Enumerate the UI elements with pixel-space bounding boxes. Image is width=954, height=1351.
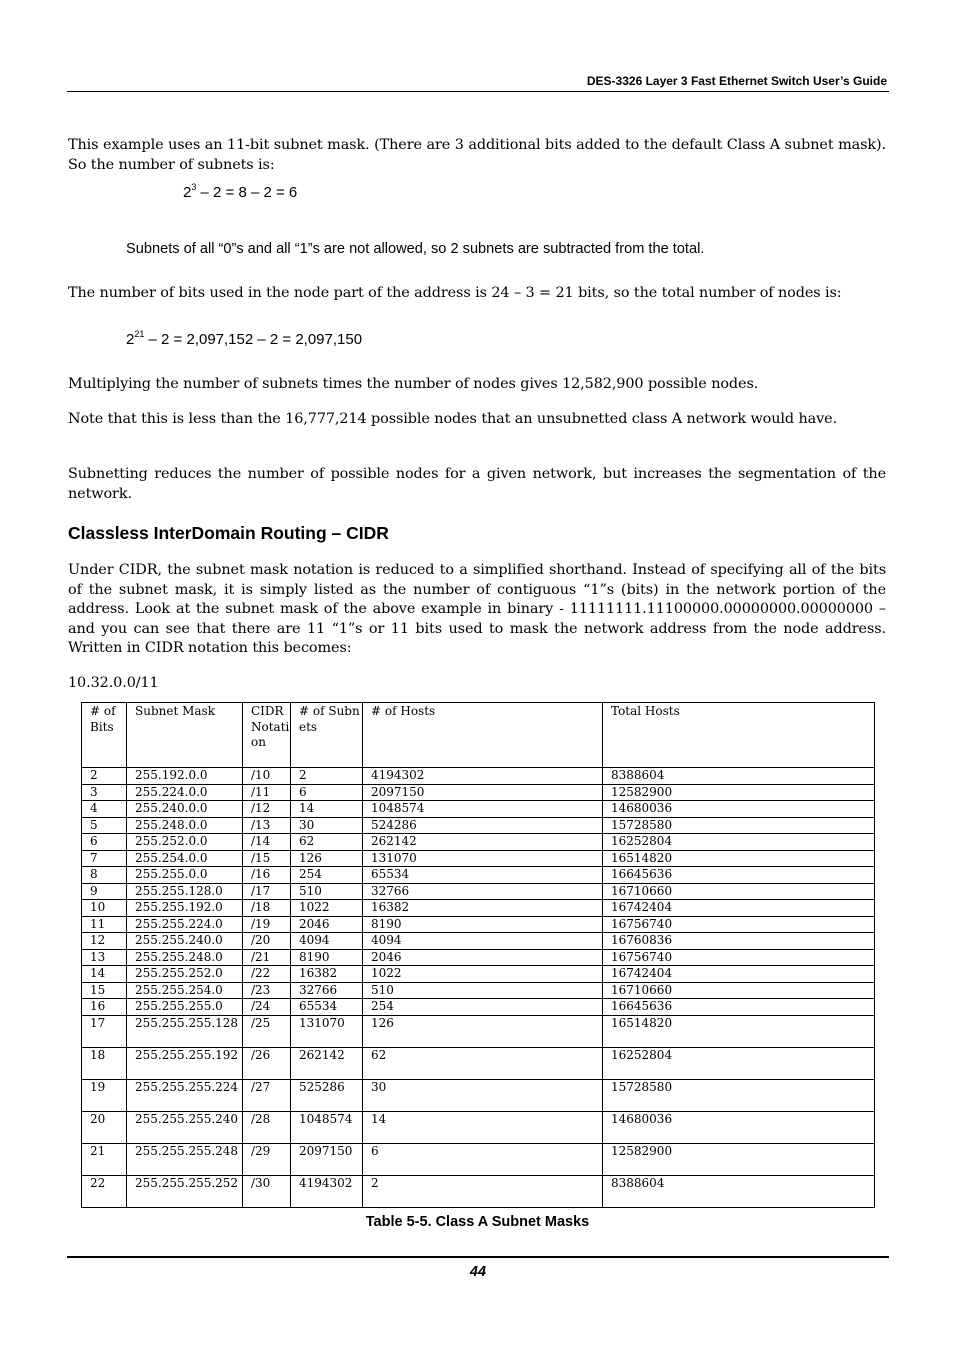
table-header-row: [82, 703, 875, 768]
table-cell: 16514820: [603, 850, 875, 867]
table-row: [82, 1079, 875, 1111]
table-cell: 14680036: [603, 801, 875, 818]
table-cell: 8190: [363, 916, 603, 933]
equation-nodes-base: 2: [126, 331, 135, 348]
table-cell: /18: [243, 900, 291, 917]
table-cell: 2046: [291, 916, 363, 933]
table-row: [82, 850, 875, 867]
table-cell: 262142: [291, 1047, 363, 1079]
table-cell: 32766: [363, 883, 603, 900]
table-cell: 16760836: [603, 933, 875, 950]
paragraph-subnet-mask-example: This example uses an 11-bit subnet mask. (There are 3 additional bits added to the default Class A subnet mask). So the number of subnets is:: [68, 137, 886, 173]
table-cell: 20: [82, 1111, 127, 1143]
table-cell: 10: [82, 900, 127, 917]
column-header: # of Bits: [82, 703, 127, 768]
table-cell: 254: [291, 867, 363, 884]
table-cell: 16252804: [603, 1047, 875, 1079]
table-cell: 524286: [363, 817, 603, 834]
table-caption: Table 5-5. Class A Subnet Masks: [365, 1214, 590, 1230]
section-heading-cidr: Classless InterDomain Routing – CIDR: [68, 523, 389, 543]
table-cell: 14: [291, 801, 363, 818]
table-cell: 1048574: [363, 801, 603, 818]
table-row: [82, 916, 875, 933]
footer-rule: [67, 1256, 889, 1258]
paragraph-possible-nodes: Multiplying the number of subnets times the number of nodes gives 12,582,900 possible nodes.: [68, 376, 759, 392]
table-cell: /19: [243, 916, 291, 933]
table-cell: 255.255.128.0: [127, 883, 243, 900]
table-cell: /17: [243, 883, 291, 900]
table-cell: 131070: [291, 1015, 363, 1047]
table-cell: 16382: [363, 900, 603, 917]
table-cell: 16710660: [603, 982, 875, 999]
table-cell: /11: [243, 784, 291, 801]
table-cell: /16: [243, 867, 291, 884]
table-body: [82, 703, 875, 1208]
table-cell: /27: [243, 1079, 291, 1111]
column-header: # of Hosts: [363, 703, 603, 768]
table-cell: /29: [243, 1143, 291, 1175]
paragraph-node-bits: The number of bits used in the node part of the address is 24 – 3 = 21 bits, so the total number of nodes is:: [68, 285, 842, 301]
table-cell: 6: [363, 1143, 603, 1175]
paragraph-segmentation: Subnetting reduces the number of possible nodes for a given network, but increases the segmentation of the network.: [68, 466, 886, 502]
table-row: [82, 949, 875, 966]
table-cell: 19: [82, 1079, 127, 1111]
table-cell: 255.255.255.0: [127, 999, 243, 1016]
table-cell: 255.240.0.0: [127, 801, 243, 818]
table-cell: 8388604: [603, 768, 875, 785]
table-cell: 30: [363, 1079, 603, 1111]
table-cell: 255.255.254.0: [127, 982, 243, 999]
table-row: [82, 900, 875, 917]
equation-nodes: [126, 331, 362, 348]
table-cell: 2: [363, 1175, 603, 1207]
table-row: [82, 1111, 875, 1143]
table-cell: 4194302: [363, 768, 603, 785]
column-header: # of Subnets: [291, 703, 363, 768]
table-cell: 14: [82, 966, 127, 983]
table-cell: 16252804: [603, 834, 875, 851]
table-cell: 16710660: [603, 883, 875, 900]
table-row: [82, 1047, 875, 1079]
table-cell: 255.252.0.0: [127, 834, 243, 851]
table-cell: 4094: [363, 933, 603, 950]
table-cell: 16742404: [603, 966, 875, 983]
running-header: DES-3326 Layer 3 Fast Ethernet Switch User’s Guide: [586, 74, 887, 88]
table-cell: /10: [243, 768, 291, 785]
table-cell: 4094: [291, 933, 363, 950]
column-header: Subnet Mask: [127, 703, 243, 768]
table-row: [82, 784, 875, 801]
class-a-subnet-mask-table: [81, 702, 875, 1208]
table-cell: /15: [243, 850, 291, 867]
table-cell: 255.255.0.0: [127, 867, 243, 884]
table-cell: 6: [82, 834, 127, 851]
equation-subnets: [183, 184, 297, 201]
table-cell: 2: [291, 768, 363, 785]
table-cell: 5: [82, 817, 127, 834]
table-cell: 2046: [363, 949, 603, 966]
table-row: [82, 966, 875, 983]
paragraph-cidr-explanation: Under CIDR, the subnet mask notation is reduced to a simplified shorthand. Instead of specifying all of the bits of the subnet mask, it is simply listed as the number of contiguous “1”s (bits) in the network portion of the address. Look at the subnet mask of the above example in binary - 11111111.11100000.00000000.00000000 – and you can see that there are 11 “1”s or 11 bits used to mask the network address from the node address. Written in CIDR notation this becomes:: [68, 562, 886, 656]
table-row: [82, 1015, 875, 1047]
table-row: [82, 1175, 875, 1207]
table-cell: 11: [82, 916, 127, 933]
table-row: [82, 867, 875, 884]
table-cell: 16514820: [603, 1015, 875, 1047]
table-cell: /26: [243, 1047, 291, 1079]
table-cell: 6: [291, 784, 363, 801]
table-cell: 126: [363, 1015, 603, 1047]
table-cell: 255.255.248.0: [127, 949, 243, 966]
table-cell: 16382: [291, 966, 363, 983]
table-row: [82, 817, 875, 834]
table-row: [82, 933, 875, 950]
table-cell: 3: [82, 784, 127, 801]
table-cell: 17: [82, 1015, 127, 1047]
table-cell: 255.255.255.252: [127, 1175, 243, 1207]
table-cell: 16756740: [603, 949, 875, 966]
equation-nodes-exponent: 21: [134, 329, 145, 339]
table-cell: 16: [82, 999, 127, 1016]
table-cell: 255.255.224.0: [127, 916, 243, 933]
cidr-example: 10.32.0.0/11: [68, 675, 159, 691]
table-cell: 4194302: [291, 1175, 363, 1207]
table-row: [82, 999, 875, 1016]
table-cell: /12: [243, 801, 291, 818]
header-rule: [67, 91, 889, 92]
table-cell: 15728580: [603, 817, 875, 834]
table-cell: 18: [82, 1047, 127, 1079]
equation-subnets-rest: – 2 = 8 – 2 = 6: [196, 184, 298, 201]
table-cell: 32766: [291, 982, 363, 999]
table-cell: 14680036: [603, 1111, 875, 1143]
table-row: [82, 834, 875, 851]
table-cell: 255.255.255.240: [127, 1111, 243, 1143]
table-cell: 510: [291, 883, 363, 900]
table-cell: 1048574: [291, 1111, 363, 1143]
table-cell: 7: [82, 850, 127, 867]
column-header: Total Hosts: [603, 703, 875, 768]
table-cell: 255.254.0.0: [127, 850, 243, 867]
table-cell: 22: [82, 1175, 127, 1207]
table-cell: 525286: [291, 1079, 363, 1111]
table-row: [82, 982, 875, 999]
column-header: CIDR Notation: [243, 703, 291, 768]
table-cell: /23: [243, 982, 291, 999]
table-cell: 255.255.240.0: [127, 933, 243, 950]
table-cell: 510: [363, 982, 603, 999]
table-cell: 21: [82, 1143, 127, 1175]
table-cell: 8: [82, 867, 127, 884]
table-cell: 2097150: [363, 784, 603, 801]
table-cell: 255.255.255.224: [127, 1079, 243, 1111]
table-cell: 8388604: [603, 1175, 875, 1207]
table-cell: 16645636: [603, 999, 875, 1016]
table-row: [82, 801, 875, 818]
table-cell: 255.255.192.0: [127, 900, 243, 917]
table-cell: 9: [82, 883, 127, 900]
table-cell: 65534: [291, 999, 363, 1016]
table-cell: /24: [243, 999, 291, 1016]
table-cell: 12: [82, 933, 127, 950]
table-cell: 12582900: [603, 1143, 875, 1175]
table-cell: 62: [291, 834, 363, 851]
table-cell: /25: [243, 1015, 291, 1047]
note-subnets-excluded: Subnets of all “0”s and all “1”s are not allowed, so 2 subnets are subtracted from the total.: [126, 241, 705, 257]
table-cell: 30: [291, 817, 363, 834]
table-cell: 14: [363, 1111, 603, 1143]
page-number: 44: [469, 1264, 487, 1280]
table-cell: /14: [243, 834, 291, 851]
table-cell: 126: [291, 850, 363, 867]
table-cell: 255.255.255.248: [127, 1143, 243, 1175]
table-cell: 1022: [363, 966, 603, 983]
table-cell: 255.255.252.0: [127, 966, 243, 983]
table-cell: 255.255.255.128: [127, 1015, 243, 1047]
equation-subnets-base: 2: [183, 184, 192, 201]
table-cell: 1022: [291, 900, 363, 917]
table-cell: 2097150: [291, 1143, 363, 1175]
table-cell: 16756740: [603, 916, 875, 933]
table-cell: 262142: [363, 834, 603, 851]
equation-subnets-exponent: 3: [191, 182, 197, 192]
equation-nodes-rest: – 2 = 2,097,152 – 2 = 2,097,150: [144, 331, 363, 348]
table-cell: 16742404: [603, 900, 875, 917]
table-cell: 255.248.0.0: [127, 817, 243, 834]
table-row: [82, 883, 875, 900]
table-cell: /22: [243, 966, 291, 983]
paragraph-unsubnetted-comparison: Note that this is less than the 16,777,214 possible nodes that an unsubnetted class A network would have.: [68, 411, 838, 427]
table-cell: /13: [243, 817, 291, 834]
table-cell: /28: [243, 1111, 291, 1143]
table-cell: 65534: [363, 867, 603, 884]
table-cell: /21: [243, 949, 291, 966]
table-cell: 62: [363, 1047, 603, 1079]
table-cell: 255.224.0.0: [127, 784, 243, 801]
table-cell: 15728580: [603, 1079, 875, 1111]
table-cell: 15: [82, 982, 127, 999]
table-row: [82, 768, 875, 785]
table-cell: 13: [82, 949, 127, 966]
table-cell: 255.255.255.192: [127, 1047, 243, 1079]
table-cell: 254: [363, 999, 603, 1016]
table-cell: 255.192.0.0: [127, 768, 243, 785]
table-row: [82, 1143, 875, 1175]
table-cell: 16645636: [603, 867, 875, 884]
table-cell: 4: [82, 801, 127, 818]
table-cell: /30: [243, 1175, 291, 1207]
table-cell: 12582900: [603, 784, 875, 801]
table-cell: 2: [82, 768, 127, 785]
table-cell: 131070: [363, 850, 603, 867]
table-cell: 8190: [291, 949, 363, 966]
table-cell: /20: [243, 933, 291, 950]
